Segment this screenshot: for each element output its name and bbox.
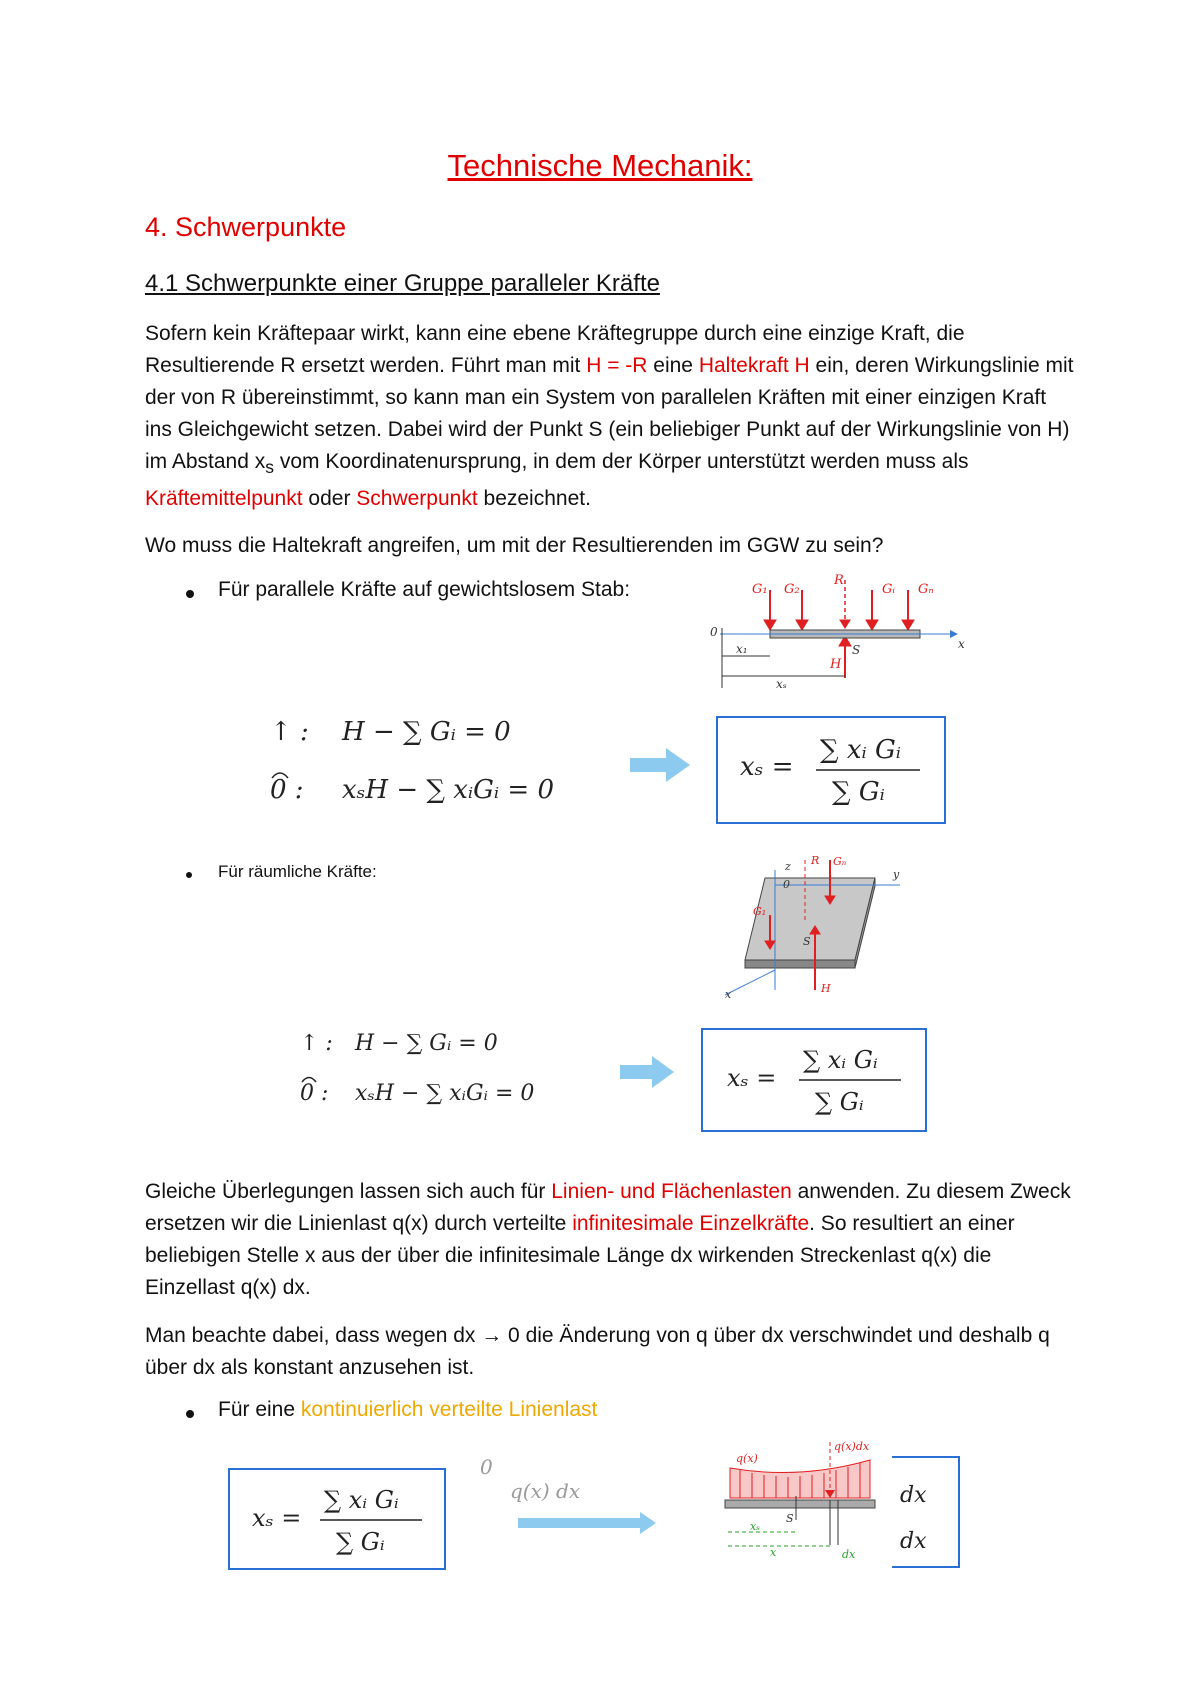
svg-text:0: 0 <box>710 625 718 639</box>
partial-formula-fragment <box>470 1452 620 1502</box>
svg-text:xₛ =: xₛ = <box>727 1064 777 1092</box>
svg-text:dx: dx <box>842 1548 856 1560</box>
svg-text:xₛ =: xₛ = <box>252 1504 302 1532</box>
subsection-heading: 4.1 Schwerpunkte einer Gruppe paralleler Kräfte <box>145 270 660 297</box>
svg-text:xₛH − ∑ xᵢGᵢ = 0: xₛH − ∑ xᵢGᵢ = 0 <box>355 1081 535 1106</box>
svg-text:x: x <box>958 637 965 651</box>
dx-paragraph: Man beachte dabei, dass wegen dx → 0 die Änderung von q über dx verschwindet und deshalb q über dx als konstant anzusehen ist. <box>145 1324 1050 1379</box>
svg-text:∑ xᵢ Gᵢ: ∑ xᵢ Gᵢ <box>803 1046 878 1074</box>
question-text: Wo muss die Haltekraft angreifen, um mit der Resultierenden im GGW zu sein? <box>145 534 884 557</box>
svg-text:S: S <box>786 1512 794 1525</box>
highlight-schwerpunkt: Schwerpunkt <box>356 487 478 511</box>
svg-text:R: R <box>834 573 844 588</box>
equilibrium-equations-1 <box>270 708 600 818</box>
svg-text:∑ xᵢ Gᵢ: ∑ xᵢ Gᵢ <box>324 1486 399 1514</box>
svg-text:y: y <box>893 868 900 881</box>
svg-text:xₛ =: xₛ = <box>740 752 794 782</box>
implies-arrow <box>630 748 692 782</box>
svg-text:0 :: 0 : <box>270 775 304 805</box>
svg-text:∑ Gᵢ: ∑ Gᵢ <box>815 1088 864 1116</box>
svg-text:dx: dx <box>900 1529 927 1554</box>
svg-text:q(x) dx: q(x) dx <box>510 1479 581 1502</box>
svg-text:↑ :: ↑ : <box>300 1031 333 1056</box>
bullet-spatial-forces: Für räumliche Kräfte: <box>218 862 377 881</box>
svg-text:x: x <box>770 1546 777 1559</box>
intro-paragraph: Sofern kein Kräftepaar wirkt, kann eine ebene Kräftegruppe durch eine einzige Kraft, die Resultierende R ersetzt werden. Führt man mit H = -R eine Haltekraft H ein, deren Wirkungslinie mit der von R übereinstimmt, so kann man ein System von parallelen Kräften mit einer einzigen Kraft ins Gleichgewicht setzen. Dabei wird der Punkt S (ein beliebiger Punkt auf der Wirkungslinie von H) im Abstand $x_s$ vom Koordinatenursprung, in dem der Körper unterstützt werden muss als Kräftemittelpunkt oder Schwerpunkt bezeichnet. <box>145 322 1074 511</box>
svg-text:G₂: G₂ <box>784 582 800 597</box>
svg-text:H: H <box>830 657 842 672</box>
svg-text:0 :: 0 : <box>300 1081 329 1106</box>
implies-arrow <box>620 1056 676 1088</box>
svg-text:xₛH − ∑ xᵢGᵢ = 0: xₛH − ∑ xᵢGᵢ = 0 <box>342 775 554 805</box>
centroid-formula-3 <box>232 1472 440 1564</box>
svg-text:S: S <box>803 935 811 948</box>
section-heading: 4. Schwerpunkte <box>145 212 347 242</box>
svg-text:0: 0 <box>783 878 790 891</box>
svg-text:xₛ: xₛ <box>776 677 787 691</box>
beam-force-diagram <box>700 568 970 693</box>
svg-text:H: H <box>821 982 831 995</box>
svg-text:G₁: G₁ <box>753 905 767 918</box>
svg-text:0: 0 <box>480 1455 493 1479</box>
highlight-haltekraft: Haltekraft H <box>698 354 810 377</box>
partial-formula-dx <box>896 1476 956 1556</box>
bullet-dot <box>186 590 194 598</box>
svg-text:q(x)dx: q(x)dx <box>834 1440 870 1453</box>
bullet-dot <box>186 1410 194 1418</box>
highlight-h-equals-r: H = -R <box>586 354 648 377</box>
svg-text:S: S <box>852 643 861 657</box>
svg-text:∑ Gᵢ: ∑ Gᵢ <box>832 777 885 807</box>
bullet-line-load: Für eine kontinuierlich verteilte Linienlast <box>218 1398 598 1421</box>
svg-text:R: R <box>811 854 820 867</box>
svg-text:q(x): q(x) <box>736 1452 758 1465</box>
equilibrium-equations-2 <box>300 1022 600 1122</box>
svg-text:∑ xᵢ Gᵢ: ∑ xᵢ Gᵢ <box>820 735 901 765</box>
svg-text:x₁: x₁ <box>736 642 748 656</box>
svg-text:Gₙ: Gₙ <box>833 855 847 868</box>
highlight-infinitesimal-forces: infinitesimale Einzelkräfte <box>572 1212 810 1235</box>
centroid-formula-1 <box>720 720 940 818</box>
line-load-paragraph: Gleiche Überlegungen lassen sich auch für Linien- und Flächenlasten anwenden. Zu diesem Zweck ersetzen wir die Linienlast q(x) durch verteilte infinitesimale Einzelkräfte. So resultiert an einer beliebigen Stelle x aus der über die infinitesimale Länge dx wirkenden Streckenlast q(x) die Einzellast q(x) dx. <box>145 1180 1071 1299</box>
svg-text:↑ :: ↑ : <box>270 717 309 747</box>
svg-text:z: z <box>785 860 791 873</box>
highlight-line-area-loads: Linien- und Flächenlasten <box>551 1180 792 1203</box>
highlight-kraeftemittelpunkt: Kräftemittelpunkt <box>145 487 303 511</box>
svg-text:dx: dx <box>900 1483 927 1508</box>
page-title: Technische Mechanik: <box>447 148 753 183</box>
highlight-line-load: kontinuierlich verteilte Linienlast <box>300 1398 598 1421</box>
svg-text:∑ Gᵢ: ∑ Gᵢ <box>336 1528 385 1556</box>
distributed-load-diagram <box>720 1440 890 1560</box>
svg-text:Gₙ: Gₙ <box>918 582 934 597</box>
plate-force-diagram <box>705 850 905 1000</box>
svg-text:x: x <box>725 988 732 1000</box>
bullet-dot <box>186 872 192 878</box>
bullet-parallel-forces: Für parallele Kräfte auf gewichtslosem Stab: <box>218 578 631 601</box>
svg-text:H − ∑ Gᵢ = 0: H − ∑ Gᵢ = 0 <box>342 717 511 747</box>
svg-text:xₛ: xₛ <box>750 1520 760 1533</box>
svg-text:G₁: G₁ <box>752 582 768 597</box>
implies-arrow <box>518 1512 658 1534</box>
centroid-formula-2 <box>705 1032 921 1126</box>
svg-text:H − ∑ Gᵢ = 0: H − ∑ Gᵢ = 0 <box>355 1031 498 1056</box>
svg-text:Gᵢ: Gᵢ <box>882 582 895 597</box>
